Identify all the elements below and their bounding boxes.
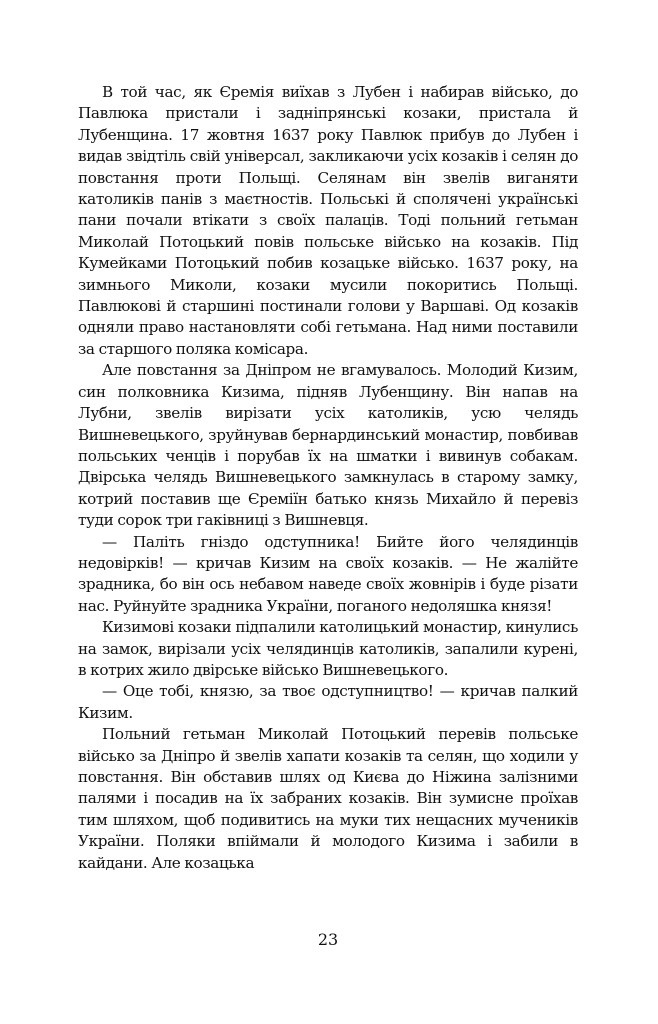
book-page [78, 82, 578, 982]
body-text [78, 82, 578, 874]
paragraph: В той час, як Єремія виїхав з Лубен і набирав військо, до Павлюка пристали і задніпрянські козаки, пристала й Лубенщина. 17 жовтня 1637 року Павлюк прибув до Лубен і видав звідтіль свій універсал, закликаючи усіх козаків і селян до повстання проти Польщі. Селянам він звелів виганяти католиків панів з маєтностів. Польські й сполячені українські пани почали втікати з своїх палаців. Тоді польний гетьман Миколай Потоцький повів польське військо на козаків. Під Кумейками Потоцький побив козацьке військо. 1637 року, на зимнього Миколи, козаки мусили покоритись Польщі. Павлюкові й старшині постинали голови у Варшаві. Од козаків одняли право настановляти собі гетьмана. Над ними поставили за старшого поляка комісара. [78, 83, 578, 358]
paragraph: — Паліть гніздо одступника! Бийте його челядинців недовірків! — кричав Кизим на своїх козаків. — Не жалійте зрадника, бо він ось небавом наведе своїх жовнірів і буде різати нас. Руйнуйте зрадника України, поганого недоляшка князя! [78, 532, 578, 615]
paragraph: Але повстання за Дніпром не вгамувалось. Молодий Кизим, син полковника Кизима, підняв Лубенщину. Він напав на Лубни, звелів вирізати усіх католиків, усю челядь Вишневецького, зруйнував бернардинський монастир, повбивав польських ченців і порубав їх на шматки і вивинув собакам. Двірська челядь Вишневецького замкнулась в старому замку, котрий поставив ще Єреміїн батько князь Михайло й перевіз туди сорок три гаківниці з Вишневця. [78, 361, 578, 530]
paragraph: — Оце тобі, князю, за твоє одступництво! — кричав палкий Кизим. [78, 682, 578, 722]
page-number: 23 [317, 930, 339, 949]
paragraph: Кизимові козаки підпалили католицький монастир, кинулись на замок, вирізали усіх челядинців католиків, запалили курені, в котрих жило двірське військо Вишневецького. [78, 618, 578, 679]
paragraph: Польний гетьман Миколай Потоцький перевів польське військо за Дніпро й звелів хапати козаків та селян, що ходили у повстання. Він обставив шлях од Києва до Ніжина залізними палями і посадив на їх забраних козаків. Він зумисне проїхав тим шляхом, щоб подивитись на муки тих нещасних мучеників України. Поляки впіймали й молодого Кизима і забили в кайдани. Але козацька [78, 725, 578, 872]
